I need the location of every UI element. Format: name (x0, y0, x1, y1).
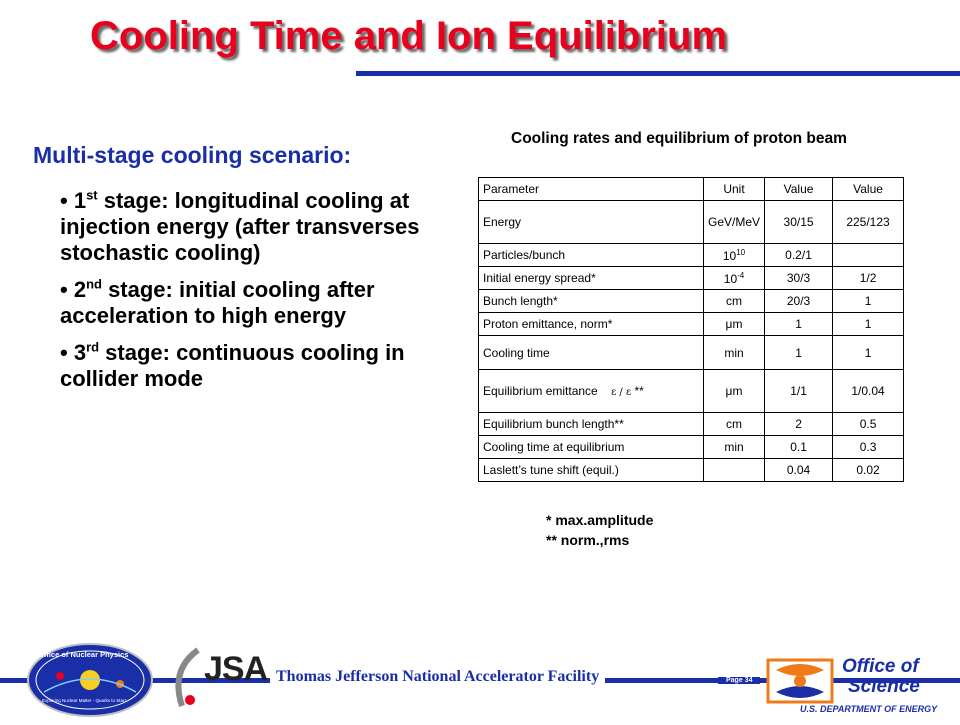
slide-title: Cooling Time and Ion Equilibrium (90, 14, 728, 58)
table-footnotes (546, 510, 653, 550)
jsa-logo (168, 640, 274, 720)
science-logo-line3: U.S. DEPARTMENT OF ENERGY (800, 704, 938, 714)
header-cell: Parameter (479, 178, 704, 201)
page-number: Page 34 (718, 677, 760, 684)
science-logo-line1: Office of (842, 656, 919, 677)
table-row (479, 244, 904, 267)
bullet-item (60, 188, 470, 266)
table-row (479, 267, 904, 290)
unit-cell: cm (704, 290, 765, 313)
value-cell: 1/0.04 (833, 370, 904, 413)
parameter-cell: Initial energy spread* (479, 267, 704, 290)
header-cell: Unit (704, 178, 765, 201)
jsa-logo-text: JSA (204, 650, 268, 688)
value-cell: 0.5 (833, 413, 904, 436)
value-cell: 0.02 (833, 459, 904, 482)
bullet-text: stage: longitudinal cooling at injection energy (after transverses stochastic cooling) (60, 188, 420, 265)
unit-cell (704, 267, 765, 290)
bullet-ordinal: st (86, 187, 98, 203)
nuclear-logo-text: Office of Nuclear Physics (38, 650, 129, 659)
office-of-science-logo (760, 654, 956, 720)
footnote: ** norm.,rms (546, 532, 630, 548)
nuclear-physics-logo (24, 636, 156, 720)
unit-base: 10 (723, 271, 738, 286)
unit-exponent: 10 (736, 247, 746, 257)
parameter-cell: Particles/bunch (479, 244, 704, 267)
table-row (479, 436, 904, 459)
bullet-prefix: • 1 (60, 188, 87, 213)
value-cell: 225/123 (833, 201, 904, 244)
bullet-prefix: • 2 (60, 277, 87, 302)
value-cell: 30/15 (765, 201, 833, 244)
value-cell: 30/3 (765, 267, 833, 290)
bullet-text: stage: initial cooling after acceleration to high energy (60, 277, 375, 328)
table-row (479, 313, 904, 336)
parameter-table (478, 177, 904, 482)
header-cell: Value (833, 178, 904, 201)
bullet-ordinal: nd (86, 276, 102, 292)
table-row (479, 201, 904, 244)
value-cell: 20/3 (765, 290, 833, 313)
bullet-prefix: • 3 (60, 340, 87, 365)
value-cell: 1 (765, 336, 833, 370)
parameter-cell: Equilibrium bunch length** (479, 413, 704, 436)
parameter-text: Equilibrium emittance (483, 384, 598, 398)
parameter-cell: Cooling time at equilibrium (479, 436, 704, 459)
value-cell: 1 (833, 313, 904, 336)
table-row (479, 290, 904, 313)
parameter-cell (479, 370, 704, 413)
table-row (479, 459, 904, 482)
emittance-symbol: ε / ε (611, 387, 632, 398)
bullet-ordinal: rd (86, 339, 100, 355)
value-cell (833, 244, 904, 267)
value-cell: 2 (765, 413, 833, 436)
table-row (479, 370, 904, 413)
table-caption: Cooling rates and equilibrium of proton beam (511, 130, 847, 147)
value-cell: 1/1 (765, 370, 833, 413)
unit-cell: μm (704, 313, 765, 336)
table-header-row (479, 178, 904, 201)
unit-cell (704, 244, 765, 267)
value-cell: 1/2 (833, 267, 904, 290)
value-cell: 1 (833, 290, 904, 313)
footnote: * max.amplitude (546, 512, 654, 528)
table-row (479, 336, 904, 370)
parameter-cell: Energy (479, 201, 704, 244)
footnote-marker: ** (634, 384, 644, 398)
parameter-cell: Proton emittance, norm* (479, 313, 704, 336)
unit-cell: cm (704, 413, 765, 436)
bullet-item (60, 277, 470, 329)
bullet-item (60, 340, 470, 392)
unit-exponent: -4 (737, 270, 745, 280)
unit-base: 10 (722, 248, 737, 263)
unit-cell: min (704, 436, 765, 459)
unit-cell (704, 459, 765, 482)
header-cell: Value (765, 178, 833, 201)
science-logo-line2: Science (848, 676, 920, 697)
parameter-cell: Bunch length* (479, 290, 704, 313)
value-cell: 0.04 (765, 459, 833, 482)
value-cell: 0.3 (833, 436, 904, 459)
unit-cell: min (704, 336, 765, 370)
parameter-cell: Cooling time (479, 336, 704, 370)
value-cell: 0.2/1 (765, 244, 833, 267)
nuclear-logo-motto: Exploring Nuclear Matter - Quarks to Stars (42, 698, 127, 703)
bullet-list (60, 188, 470, 403)
value-cell: 1 (765, 313, 833, 336)
table-row (479, 413, 904, 436)
unit-cell: μm (704, 370, 765, 413)
parameter-cell: Laslett’s tune shift (equil.) (479, 459, 704, 482)
title-underline (356, 71, 960, 76)
unit-cell: GeV/MeV (704, 201, 765, 244)
value-cell: 1 (833, 336, 904, 370)
science-emblem-icon (766, 656, 836, 706)
nuclear-physics-emblem-icon (24, 636, 156, 720)
bullet-text: stage: continuous cooling in collider mode (60, 340, 405, 391)
value-cell: 0.1 (765, 436, 833, 459)
slide-subtitle: Multi-stage cooling scenario: (33, 142, 352, 168)
facility-name: Thomas Jefferson National Accelerator Facility (270, 668, 605, 686)
